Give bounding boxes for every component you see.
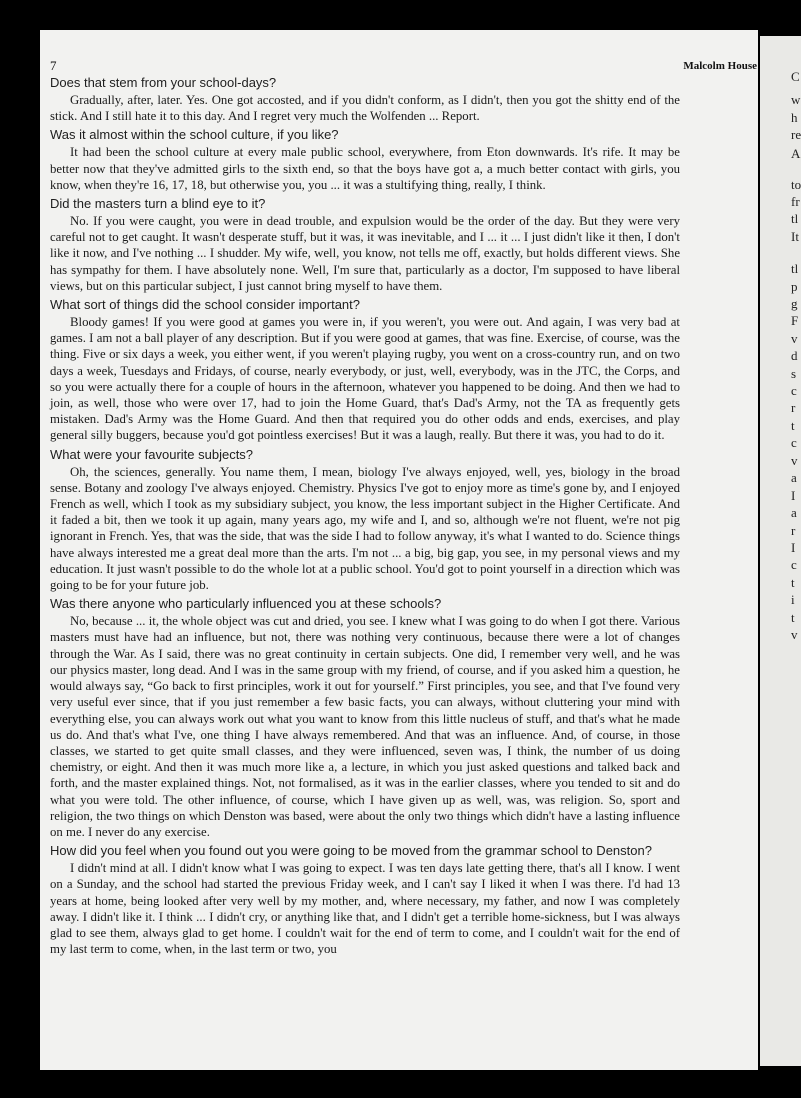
adjacent-page-edge [760,36,801,1066]
edge-letter: I [791,488,796,503]
edge-letter: c [791,435,797,450]
interview-question: Was it almost within the school culture, if you like? [50,127,339,143]
edge-letter: p [791,279,798,294]
edge-letter: a [791,470,797,485]
edge-letter: t [791,575,795,590]
interview-question: Does that stem from your school-days? [50,75,277,90]
edge-letter: F [791,313,799,328]
edge-letter: v [791,331,798,346]
edge-letter: to [791,177,801,192]
interview-answer: No. If you were caught, you were in dead trouble, and expulsion would be the order of the day. But they were very careful not to get caught. It wasn't desperate stuff, but it was, it was inevitable, and I ... it ... I just didn't like it then, I don't like it now, and I've nothing ... I shudder. My wife, well, you know, not tells me off, exactly, but holds different views. She has sympathy for them. I have absolutely none. Well, I'm sure that, particularly as a doctor, I'm supposed to have liberal views, but on this particular subject, I just cannot bring myself to have them. [50,214,680,293]
edge-letter: w [791,92,801,107]
edge-letter: A [791,146,801,161]
edge-letter: d [791,348,798,363]
edge-letter: t [791,418,795,433]
edge-letter: c [791,557,797,572]
edge-letter: r [791,523,796,538]
edge-letter: i [791,592,795,607]
interview-answer: Gradually, after, later. Yes. One got accosted, and if you didn't conform, as I didn't, then you got the shitty end of the stick. And I still hate it to this day. And I regret very much the Wolfenden ... Report. [50,93,680,124]
interview-text [50,72,680,959]
edge-letter: v [791,453,798,468]
edge-letter: r [791,400,796,415]
edge-letter: s [791,366,797,381]
edge-letter: a [791,505,797,520]
running-title: Malcolm House [683,60,757,72]
interview-question: What sort of things did the school consider important? [50,297,360,313]
interview-answer: I didn't mind at all. I didn't know what I was going to expect. I was ten days late getting there, that's all I know. I went on a Sunday, and the school had started the previous Friday week, and I can't say I liked it when I was there. I'd had 13 years at home, being looked after very well by my mother, and, where necessary, my father, and now I was completely away. I didn't like it. I think ... I didn't cry, or anything like that, and I didn't get a terrible home-sickness, but I was always glad to see them, always glad to get home. I couldn't wait for the end of term to come, and I couldn't wait for the end of my last term to come, when, in the last term or two, you [50,861,680,957]
edge-letter: g [791,296,798,311]
edge-letter: re [791,127,801,142]
edge-letter: t [791,610,795,625]
interview-question: Did the masters turn a blind eye to it? [50,196,266,212]
edge-letter: tl [791,211,799,226]
interview-question: Was there anyone who particularly influenced you at these schools? [50,596,442,612]
edge-letter: tl [791,261,799,276]
edge-letter: c [791,383,797,398]
edge-letter: C [791,69,800,84]
interview-answer: It had been the school culture at every male public school, everywhere, from Eton downwards. It's rife. It may be better now that they've admitted girls to the sixth end, so that the boys have got a, a much better contact with girls, you know, when they're 16, 17, 18, but otherwise you, you ... it was a stultifying thing, really, I think. [50,145,680,192]
interview-answer: Bloody games! If you were good at games you were in, if you weren't, you were out. And again, I was very bad at games. I am not a ball player of any description. But if you were good at games, that was fine. Exercise, of course, was the thing. Five or six days a week, you either went, if you weren't playing rugby, you went on a cross-country run, and on two days a week, Tuesdays and Fridays, of course, nearly everybody, or just, well, everybody, was in the JTC, the Corps, and so you were actually there for a couple of hours in the afternoon, whatever you happened to be doing. And then we had to join, as well, those who were over 17, had to join the Home Guard, that's Dad's Army, not the TA as frequently gets mistaken. Dad's Army was the Home Guard. And then that required you do other odds and ends, exercises, and play general silly buggers, because you'd got pointless exercises! But it was a laugh, really. But there it was, you had to do it. [50,315,680,443]
page-number: 7 [50,58,57,73]
interview-question: How did you feel when you found out you were going to be moved from the grammar school to Denston? [50,843,652,859]
edge-letter: h [791,110,798,125]
interview-answer: Oh, the sciences, generally. You name them, I mean, biology I've always enjoyed, well, yes, biology in the broad sense. Botany and zoology I've always enjoyed. Chemistry. Physics I've got to enjoy more as time's gone by, and I enjoyed French as well, which I took as my subsidiary subject, you know, the less important subject in the Higher Certificate. And it faded a bit, then we took it up again, many years ago, my wife and I, and so, although we're not fluent, we're not pig ignorant in French. Yes, that was the side, that was the side I had to follow anyway, it's what I wanted to do. Science things have always interested me a great deal more than the arts. I'm not ... a big, big gap, you see, in my personal views and my education. It just wasn't possible to do the whole lot at a public school. You'd got to point yourself in a direction which was going to be for your future job. [50,464,680,593]
edge-letter: It [791,229,799,244]
edge-letter: v [791,627,798,642]
edge-letter: fr [791,194,800,209]
interview-answer: No, because ... it, the whole object was cut and dried, you see. I knew what I was going to do when I got there. Various masters must have had an influence, but not, there was nothing very continuous, because there were a lot of changes through the War. As I said, there was no great continuity in certain subjects. One did, I remember very well, and he was our physics master, long dead. And I was in the same group with my friend, of course, and if you asked him a question, he would always say, “Go back to first principles, work it out for yourself.” First principles, you see, and that I've found very very useful ever since, that if you just remember a few basic facts, you can always, without cluttering your mind with everything else, you can always work out what you want to know from this little nucleus of stuff, and that's what he made us do. And that's what I've, one thing I have always remembered. And that was an influence. And, of course, in those classes, we started to get quite small classes, and they were influenced, seven was, I think, the number of us doing chemistry, or eight. And then it was much more like a, a lecture, in which you just asked questions and talked back and forth, and the master explained things. Not, not formalised, as it was in the earlier classes, where you tended to sit and do what you were told. The other influence, of course, which I have given up as well, was, was religion. So, sport and religion, the two things on which Denston was based, were about the only two things which didn't have a lasting influence on me. I never do any exercise. [50,614,680,839]
edge-letter: I [791,540,796,555]
interview-question: What were your favourite subjects? [50,446,254,462]
